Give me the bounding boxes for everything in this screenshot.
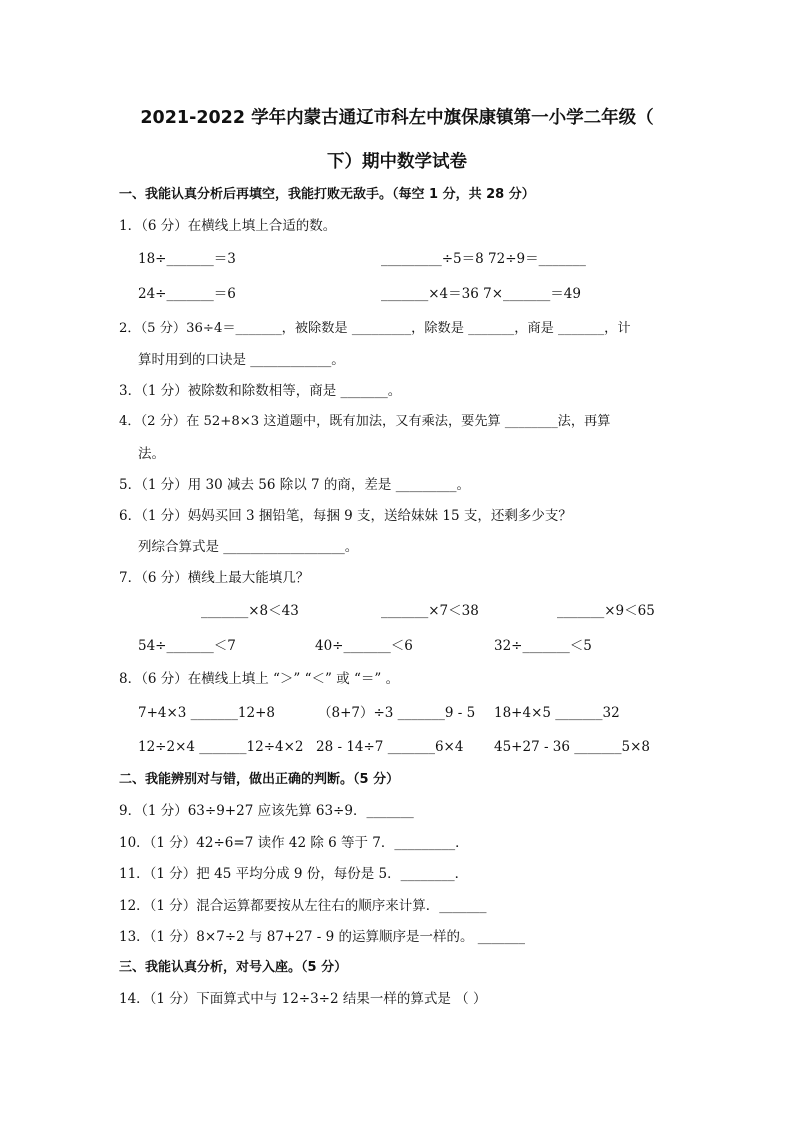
q7-item-f: 32÷_______＜5 [494,638,592,654]
q4-line1: 4．（2 分）在 52+8×3 这道题中，既有加法，又有乘法，要先算 ________法，再算 [119,414,611,429]
q8-item-b: （8+7）÷3 _______9 - 5 [318,705,476,721]
q6-line1: 6．（1 分）妈妈买回 3 捆铅笔，每捆 9 支，送给妹妹 15 支，还剩多少支？ [119,508,572,524]
q1-row1-left: 18÷_______＝3 [138,251,236,267]
q4-line2: 法。 [138,446,165,462]
q8-item-a: 7+4×3 _______12+8 [138,705,276,721]
q8-item-d: 12÷2×4 _______12÷4×2 [138,739,304,755]
q7-text: 7．（6 分）横线上最大能填几？ [119,570,310,586]
q1-text: 1．（6 分）在横线上填上合适的数。 [119,218,337,234]
q1-row1-right: _________÷5＝8 72÷9＝_______ [381,251,586,267]
section2-heading: 二、我能辨别对与错，做出正确的判断。（5 分） [119,772,400,787]
q5-text: 5．（1 分）用 30 减去 56 除以 7 的商，差是 _________。 [119,477,470,493]
q8-item-e: 28 - 14÷7 _______6×4 [316,739,464,755]
q7-item-d: 54÷_______＜7 [138,638,236,654]
q10-text: 10．（1 分）42÷6=7 读作 42 除 6 等于 7．_________． [119,835,469,851]
q13-text: 13．（1 分）8×7÷2 与 87+27 - 9 的运算顺序是一样的。 _______ [119,929,526,945]
q1-row2-right: _______×4＝36 7×_______＝49 [381,286,581,302]
q9-text: 9．（1 分）63÷9+27 应该先算 63÷9．_______ [119,803,414,819]
q7-item-b: _______×7＜38 [381,603,479,619]
section1-heading: 一、我能认真分析后再填空，我能打败无敌手。（每空 1 分，共 28 分） [119,187,535,202]
q7-item-e: 40÷_______＜6 [315,638,413,654]
q12-text: 12．（1 分）混合运算都要按从左往右的顺序来计算．_______ [119,898,487,914]
q3-text: 3．（1 分）被除数和除数相等，商是 _______。 [119,383,402,399]
q8-item-f: 45+27 - 36 _______5×8 [494,739,651,755]
q7-item-c: _______×9＜65 [557,603,655,619]
section3-heading: 三、我能认真分析，对号入座。（5 分） [119,960,348,975]
q14-text: 14．（1 分）下面算式中与 12÷3÷2 结果一样的算式是 （ ） [119,991,487,1007]
q2-line1: 2．（5 分）36÷4＝_______，被除数是 _________，除数是 _______，商是 _______，计 [119,321,631,336]
exam-title-line1: 2021-2022 学年内蒙古通辽市科左中旗保康镇第一小学二年级（ [140,108,654,128]
q1-row2-left: 24÷_______＝6 [138,286,236,302]
q8-text: 8．（6 分）在横线上填上 “＞” “＜” 或 “＝” 。 [119,671,400,687]
q2-line2: 算时用到的口诀是 ____________。 [138,352,345,368]
q7-item-a: _______×8＜43 [201,603,299,619]
q11-text: 11．（1 分）把 45 平均分成 9 份，每份是 5．________． [119,866,469,882]
exam-title-line2: 下）期中数学试卷 [327,152,467,172]
q8-item-c: 18+4×5 _______32 [494,705,620,721]
q6-line2: 列综合算式是 __________________。 [138,539,359,555]
